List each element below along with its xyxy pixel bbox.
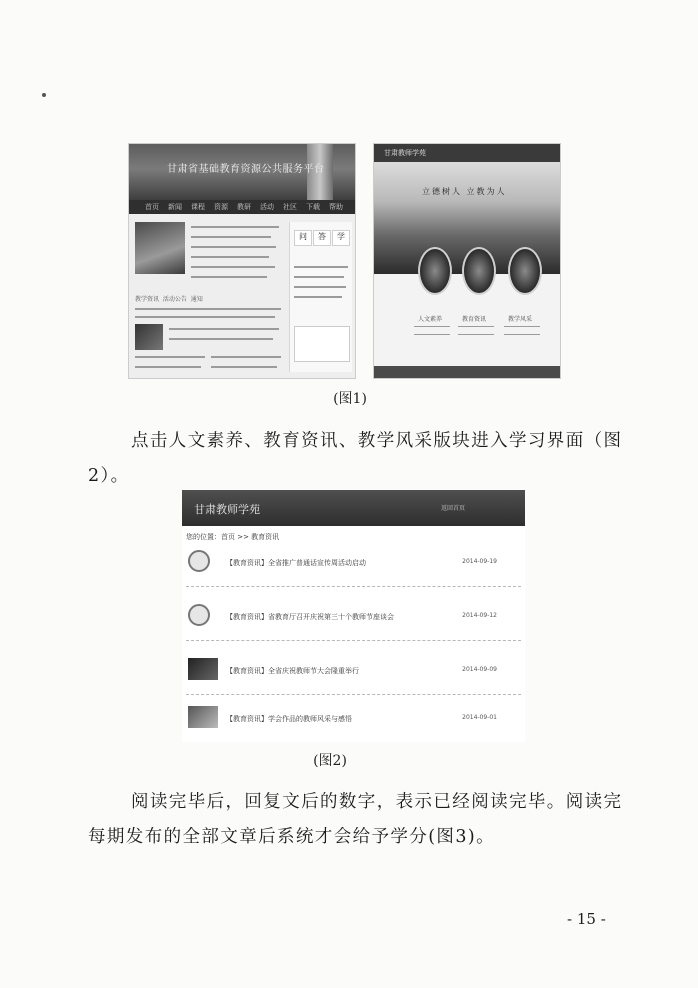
portal-news-photo[interactable] [135, 222, 185, 274]
side-line[interactable] [294, 276, 344, 278]
news-line[interactable] [169, 338, 273, 340]
news-row[interactable] [186, 546, 521, 587]
school-slogan: 立德树人 立教为人 [422, 187, 507, 196]
news-title[interactable]: 【教育资讯】全省庆祝教师节大会隆重举行 [226, 667, 359, 675]
module-desc [458, 326, 494, 327]
news-line[interactable] [191, 256, 269, 258]
news-date: 2014-09-19 [462, 558, 497, 565]
school-footer [374, 366, 560, 379]
side-login-box[interactable] [294, 326, 350, 362]
side-line[interactable] [294, 266, 348, 268]
news-row[interactable] [186, 600, 521, 641]
portal-nav-item[interactable]: 社区 [283, 203, 297, 211]
news-title[interactable]: 【教育资讯】省教育厅召开庆祝第三十个教师节座谈会 [226, 613, 394, 621]
portal-nav-item[interactable]: 下载 [306, 203, 320, 211]
portal-nav-item[interactable]: 新闻 [168, 203, 182, 211]
portal-sidebar [289, 222, 352, 372]
news-date: 2014-09-01 [462, 714, 497, 721]
news-line[interactable] [211, 356, 281, 358]
news-line[interactable] [135, 366, 201, 368]
side-card[interactable] [332, 230, 350, 246]
news-photo-icon [188, 658, 218, 680]
module-desc [504, 326, 540, 327]
school-logo[interactable]: 甘肃教师学苑 [384, 149, 426, 157]
news-calligraphy-icon [188, 706, 218, 728]
side-card-label: 学 [337, 232, 345, 241]
news-logo-icon [188, 604, 210, 626]
portal-nav [129, 200, 355, 214]
module-circle[interactable] [462, 247, 496, 295]
portal-thumb[interactable] [135, 324, 163, 350]
paragraph2-line2: 每期发布的全部文章后系统才会给予学分(图3)。 [88, 827, 495, 847]
news-line[interactable] [135, 308, 281, 310]
figure1-teacher-school-screenshot [373, 143, 561, 379]
news-logo-icon [188, 550, 210, 572]
news-line[interactable] [169, 328, 279, 330]
portal-tabs [135, 294, 203, 303]
news-line[interactable] [135, 356, 205, 358]
portal-nav-item[interactable]: 首页 [145, 203, 159, 211]
module-desc [458, 334, 494, 335]
news-title[interactable]: 【教育资讯】学会作品的教师风采与感悟 [226, 715, 352, 723]
module-desc [414, 326, 450, 327]
portal-nav-item[interactable]: 帮助 [329, 203, 343, 211]
portal-banner-title: 甘肃省基础教育资源公共服务平台 [167, 164, 325, 175]
paragraph1-line1: 点击人文素养、教育资讯、教学风采版块进入学习界面（图 [131, 431, 623, 451]
portal-nav-item[interactable]: 活动 [260, 203, 274, 211]
news-line[interactable] [191, 236, 271, 238]
news-line[interactable] [191, 246, 276, 248]
news-line[interactable] [191, 266, 275, 268]
news-line[interactable] [191, 226, 279, 228]
figure1-caption: (图1) [333, 391, 367, 407]
portal-tab[interactable]: 通知 [190, 296, 203, 303]
portal-nav-item[interactable]: 教研 [237, 203, 251, 211]
portal-tab[interactable]: 教学资讯 [135, 296, 160, 303]
module-desc [414, 334, 450, 335]
module-label[interactable]: 人文素养 [418, 316, 443, 323]
module-circle[interactable] [418, 247, 452, 295]
news-header-link[interactable]: 返回首页 [440, 505, 465, 512]
side-card[interactable] [313, 230, 331, 246]
figure1-portal-screenshot [128, 143, 356, 379]
side-card-label: 问 [299, 232, 307, 241]
news-title[interactable]: 【教育资讯】全省推广普通话宣传周活动启动 [226, 559, 366, 567]
side-card-label: 答 [318, 232, 326, 241]
portal-nav-item[interactable]: 资源 [214, 203, 228, 211]
page-number: - 15 - [567, 910, 606, 928]
news-row[interactable] [186, 702, 521, 742]
speck [42, 93, 46, 97]
side-line[interactable] [294, 296, 342, 298]
module-label[interactable]: 教学风采 [508, 316, 533, 323]
figure2-news-list-screenshot [182, 490, 525, 742]
portal-nav-item[interactable]: 课程 [191, 203, 205, 211]
module-desc [504, 334, 540, 335]
news-line[interactable] [191, 276, 267, 278]
news-date: 2014-09-09 [462, 666, 497, 673]
news-header-title[interactable]: 甘肃教师学苑 [194, 503, 260, 516]
portal-tab[interactable]: 活动公告 [162, 296, 187, 303]
module-label[interactable]: 教育资讯 [462, 316, 487, 323]
news-date: 2014-09-12 [462, 612, 497, 619]
breadcrumb[interactable]: 您的位置：首页 >> 教育资讯 [186, 533, 280, 541]
news-row[interactable] [186, 654, 521, 695]
news-line[interactable] [135, 316, 275, 318]
module-circle[interactable] [508, 247, 542, 295]
side-line[interactable] [294, 286, 346, 288]
news-line[interactable] [211, 366, 277, 368]
side-card[interactable] [294, 230, 312, 246]
paragraph1-line2: 2）。 [88, 466, 130, 486]
figure2-caption: (图2) [313, 753, 347, 769]
paragraph2-line1: 阅读完毕后，回复文后的数字，表示已经阅读完毕。阅读完 [131, 792, 623, 812]
